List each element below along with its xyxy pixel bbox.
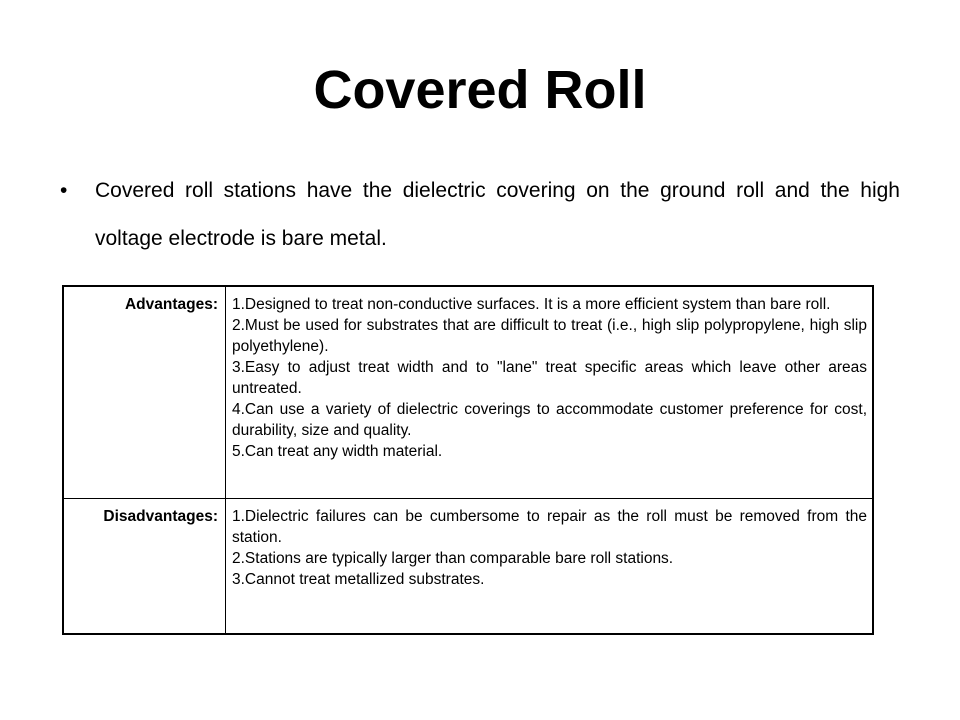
- advantages-disadvantages-table: [62, 285, 874, 635]
- bullet-point: [60, 167, 900, 263]
- disadvantages-content: [226, 498, 874, 634]
- disadvantages-label: Disadvantages:: [63, 498, 226, 634]
- disadvantage-item: 1.Dielectric failures can be cumbersome to repair as the roll must be removed from the station.: [232, 507, 867, 546]
- advantage-item: 4.Can use a variety of dielectric coverings to accommodate customer preference for cost, durability, size and quality.: [232, 401, 867, 439]
- table-row-disadvantages: [63, 498, 873, 634]
- advantage-item: 2.Must be used for substrates that are difficult to treat (i.e., high slip polypropylene, high slip polyethylene).: [232, 317, 867, 355]
- slide-title: Covered Roll: [313, 60, 647, 120]
- bullet-text: Covered roll stations have the dielectric covering on the ground roll and the high voltage electrode is bare metal.: [95, 179, 900, 250]
- advantage-item: 5.Can treat any width material.: [232, 443, 443, 460]
- advantage-item: 1.Designed to treat non-conductive surfaces. It is a more efficient system than bare roll.: [232, 296, 831, 313]
- disadvantage-item: 2.Stations are typically larger than comparable bare roll stations.: [232, 549, 674, 567]
- advantage-item: 3.Easy to adjust treat width and to "lane" treat specific areas which leave other areas untreated.: [232, 359, 867, 397]
- advantages-label: Advantages:: [63, 286, 226, 498]
- bullet-marker: •: [60, 179, 68, 202]
- table-row-advantages: [63, 286, 873, 498]
- advantages-content: [226, 286, 874, 498]
- disadvantage-item: 3.Cannot treat metallized substrates.: [232, 570, 485, 588]
